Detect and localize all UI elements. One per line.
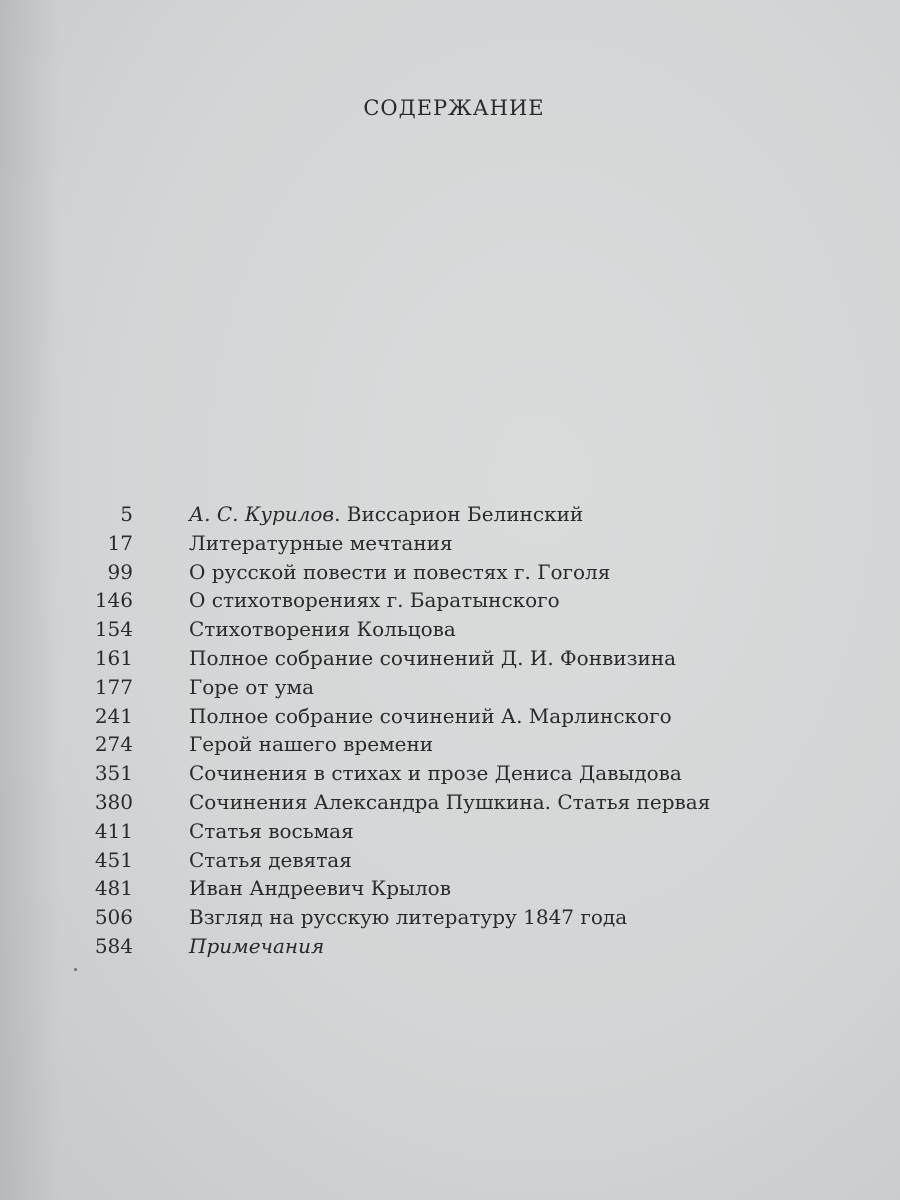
toc-page-number: 451 xyxy=(94,847,133,872)
toc-page-number: 481 xyxy=(94,876,133,901)
toc-entry xyxy=(60,588,840,617)
toc-entry-title: Сочинения в стихах и прозе Дениса Давыдова xyxy=(189,761,682,786)
toc-page-number: 584 xyxy=(94,933,133,958)
toc-entry xyxy=(60,531,840,560)
toc-entry-title: Герой нашего времени xyxy=(189,732,434,757)
toc-entry xyxy=(60,704,840,733)
toc-entry-title: Статья восьмая xyxy=(189,818,354,843)
toc-entry xyxy=(60,675,840,704)
toc-page-number: 5 xyxy=(120,502,133,526)
toc-entry-title: Литературные мечтания xyxy=(189,530,453,555)
page-title: СОДЕРЖАНИЕ xyxy=(363,96,545,120)
toc-entry xyxy=(60,819,840,848)
toc-entry-title: Взгляд на русскую литературу 1847 года xyxy=(189,905,628,930)
toc-page-number: 380 xyxy=(94,789,133,814)
toc-entry xyxy=(60,848,840,877)
toc-entry xyxy=(60,502,840,531)
toc-page-number: 506 xyxy=(94,905,133,930)
toc-entry-title: Полное собрание сочинений Д. И. Фонвизина xyxy=(189,645,677,670)
toc-page-number: 146 xyxy=(94,588,133,613)
toc-entry-title: Стихотворения Кольцова xyxy=(189,617,456,642)
toc-entry xyxy=(60,617,840,646)
toc-entry-title: Статья девятая xyxy=(189,847,352,872)
toc-page-number: 154 xyxy=(94,617,133,642)
toc-entry-title: Примечания xyxy=(189,933,325,958)
paper-speck xyxy=(74,968,77,971)
toc-entry xyxy=(60,560,840,589)
toc-page-number: 411 xyxy=(94,818,133,843)
toc-entry-title: О русской повести и повестях г. Гоголя xyxy=(189,559,611,584)
toc-entry-title: Горе от ума xyxy=(189,674,314,699)
table-of-contents xyxy=(60,502,840,963)
toc-entry xyxy=(60,646,840,675)
toc-page-number: 177 xyxy=(94,674,133,699)
toc-entry-title: Иван Андреевич Крылов xyxy=(189,876,451,901)
toc-page-number: 274 xyxy=(94,732,133,757)
toc-entry xyxy=(60,732,840,761)
toc-entry-title: Полное собрание сочинений А. Марлинского xyxy=(189,703,672,728)
toc-page-number: 351 xyxy=(94,761,133,786)
toc-page-number: 99 xyxy=(107,559,133,584)
toc-entry-title xyxy=(189,502,583,526)
toc-entry xyxy=(60,761,840,790)
toc-entry-author: А. С. Курилов xyxy=(189,502,335,526)
toc-page-number: 17 xyxy=(107,530,133,555)
toc-page-number: 241 xyxy=(94,703,133,728)
toc-entry xyxy=(60,790,840,819)
toc-page-number: 161 xyxy=(94,645,133,670)
toc-entry-title: О стихотворениях г. Баратынского xyxy=(189,588,560,613)
toc-entry-title: Сочинения Александра Пушкина. Статья первая xyxy=(189,789,711,814)
toc-entry xyxy=(60,934,840,963)
toc-entry xyxy=(60,905,840,934)
toc-entry xyxy=(60,876,840,905)
toc-entry-title-rest: . Виссарион Белинский xyxy=(334,502,584,526)
